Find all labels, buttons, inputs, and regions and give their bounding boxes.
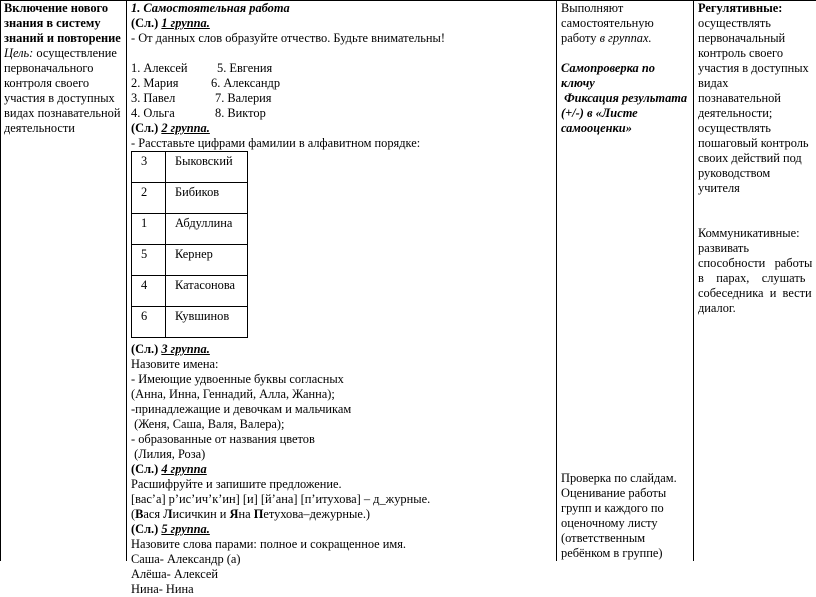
group-5-line: Нина- Нина bbox=[131, 582, 194, 596]
fixation-line: Фиксация результата bbox=[561, 91, 688, 105]
list-item: 1. Алексей 5. Евгения bbox=[131, 61, 273, 75]
stage-title-line: знаний и повторение bbox=[4, 31, 121, 45]
table-row: 5 Кернер bbox=[132, 245, 248, 276]
group-5-line: Саша- Александр (а) bbox=[131, 552, 241, 566]
group-5-header: (Сл.) 5 группа. bbox=[131, 522, 210, 536]
group-5-line: Алёша- Алексей bbox=[131, 567, 219, 581]
regulatory-line: своих действий под bbox=[698, 151, 802, 165]
list-item: 3. Павел 7. Валерия bbox=[131, 91, 272, 105]
stage-title-line: знания в систему bbox=[4, 16, 101, 30]
section-heading: 1. Самостоятельная работа bbox=[131, 1, 290, 15]
activity-line: работу в группах. bbox=[561, 31, 652, 45]
column-divider-2 bbox=[556, 0, 557, 561]
check-line: ребёнком в группе) bbox=[561, 546, 663, 560]
regulatory-line: руководством bbox=[698, 166, 771, 180]
communicative-line: в парах, слушать bbox=[698, 271, 806, 285]
check-line: Проверка по слайдам. bbox=[561, 471, 677, 485]
communicative-title: Коммуникативные: bbox=[698, 226, 800, 240]
regulatory-line: познавательной bbox=[698, 91, 781, 105]
regulatory-line: деятельности; bbox=[698, 106, 773, 120]
regulatory-line: видах bbox=[698, 76, 729, 90]
regulatory-line: учителя bbox=[698, 181, 740, 195]
activity-line: Выполняют bbox=[561, 1, 624, 15]
regulatory-line: пошаговый контроль bbox=[698, 136, 809, 150]
goal-label: Цель: bbox=[4, 46, 34, 60]
group-3-line: - Имеющие удвоенные буквы согласных bbox=[131, 372, 344, 386]
group-5-line: Назовите слова парами: полное и сокращенное имя. bbox=[131, 537, 407, 551]
goal-line: видах познавательной bbox=[4, 106, 121, 120]
stage-title-line: Включение нового bbox=[4, 1, 109, 15]
group-4-line: [вас’а] р’ис’ич’к’ин] [и] [й’ана] [п’итухова] – д_журные. bbox=[131, 492, 431, 506]
goal-line: контроля своего bbox=[4, 76, 90, 90]
regulatory-line: участия в доступных bbox=[698, 61, 809, 75]
activity-column bbox=[561, 1, 691, 136]
check-line: групп и каждого по bbox=[561, 501, 664, 515]
group-4-header: (Сл.) 4 группа bbox=[131, 462, 207, 476]
goal-line bbox=[4, 46, 124, 61]
table-row: 3 Быковский bbox=[132, 152, 248, 183]
regulatory-line: первоначальный bbox=[698, 31, 786, 45]
list-item: 4. Ольга 8. Виктор bbox=[131, 106, 266, 120]
names-list bbox=[131, 61, 553, 121]
communicative-line: диалог. bbox=[698, 301, 736, 315]
goal-line: деятельности bbox=[4, 121, 75, 135]
fixation-line: самооценки» bbox=[561, 121, 632, 135]
table-row: 1 Абдуллина bbox=[132, 214, 248, 245]
communicative-line: развивать bbox=[698, 241, 750, 255]
group-1-task: - От данных слов образуйте отчество. Будьте внимательны! bbox=[131, 31, 446, 45]
group-3-header: (Сл.) 3 группа. bbox=[131, 342, 210, 356]
activity-bottom bbox=[561, 471, 691, 561]
check-line: Оценивание работы bbox=[561, 486, 667, 500]
goal-text: осуществление bbox=[36, 46, 117, 60]
group-4-answer: (Вася Лисичкин и Яна Петухова–дежурные.) bbox=[131, 507, 371, 521]
regulatory-title: Регулятивные: bbox=[698, 1, 783, 15]
regulatory-line: осуществлять bbox=[698, 121, 771, 135]
list-item: 2. Мария 6. Александр bbox=[131, 76, 281, 90]
table-row: 6 Кувшинов bbox=[132, 307, 248, 338]
self-check-line: ключу bbox=[561, 76, 595, 90]
goal-line: участия в доступных bbox=[4, 91, 115, 105]
group-1-header: (Сл.) 1 группа. bbox=[131, 16, 210, 30]
skills-column bbox=[698, 1, 812, 316]
table-left-border bbox=[0, 0, 1, 561]
tasks-column bbox=[131, 1, 553, 597]
fixation-line: (+/-) в «Листе bbox=[561, 106, 638, 120]
check-line: оценочному листу bbox=[561, 516, 658, 530]
group-3-line: (Анна, Инна, Геннадий, Алла, Жанна); bbox=[131, 387, 335, 401]
table-row: 4 Катасонова bbox=[132, 276, 248, 307]
regulatory-line: осуществлять bbox=[698, 16, 771, 30]
group-3-line: - образованные от названия цветов bbox=[131, 432, 315, 446]
regulatory-line: контроль своего bbox=[698, 46, 784, 60]
group-2-header: (Сл.) 2 группа. bbox=[131, 121, 210, 135]
group-3-line: -принадлежащие и девочкам и мальчикам bbox=[131, 402, 352, 416]
column-divider-1 bbox=[126, 0, 127, 561]
goal-line: первоначального bbox=[4, 61, 94, 75]
stage-column bbox=[4, 1, 124, 136]
group-3-line: (Лилия, Роза) bbox=[131, 447, 206, 461]
group-4-line: Расшифруйте и запишите предложение. bbox=[131, 477, 342, 491]
group-2-task: - Расставьте цифрами фамилии в алфавитном порядке: bbox=[131, 136, 421, 150]
check-line: (ответственным bbox=[561, 531, 646, 545]
group-3-line: (Женя, Саша, Валя, Валера); bbox=[131, 417, 285, 431]
surnames-table bbox=[131, 151, 248, 338]
table-row: 2 Бибиков bbox=[132, 183, 248, 214]
communicative-line: собеседника и вести bbox=[698, 286, 812, 300]
self-check-line: Самопроверка по bbox=[561, 61, 655, 75]
group-3-line: Назовите имена: bbox=[131, 357, 219, 371]
communicative-line: способности работы bbox=[698, 256, 813, 270]
activity-line: самостоятельную bbox=[561, 16, 654, 30]
column-divider-3 bbox=[693, 0, 694, 561]
